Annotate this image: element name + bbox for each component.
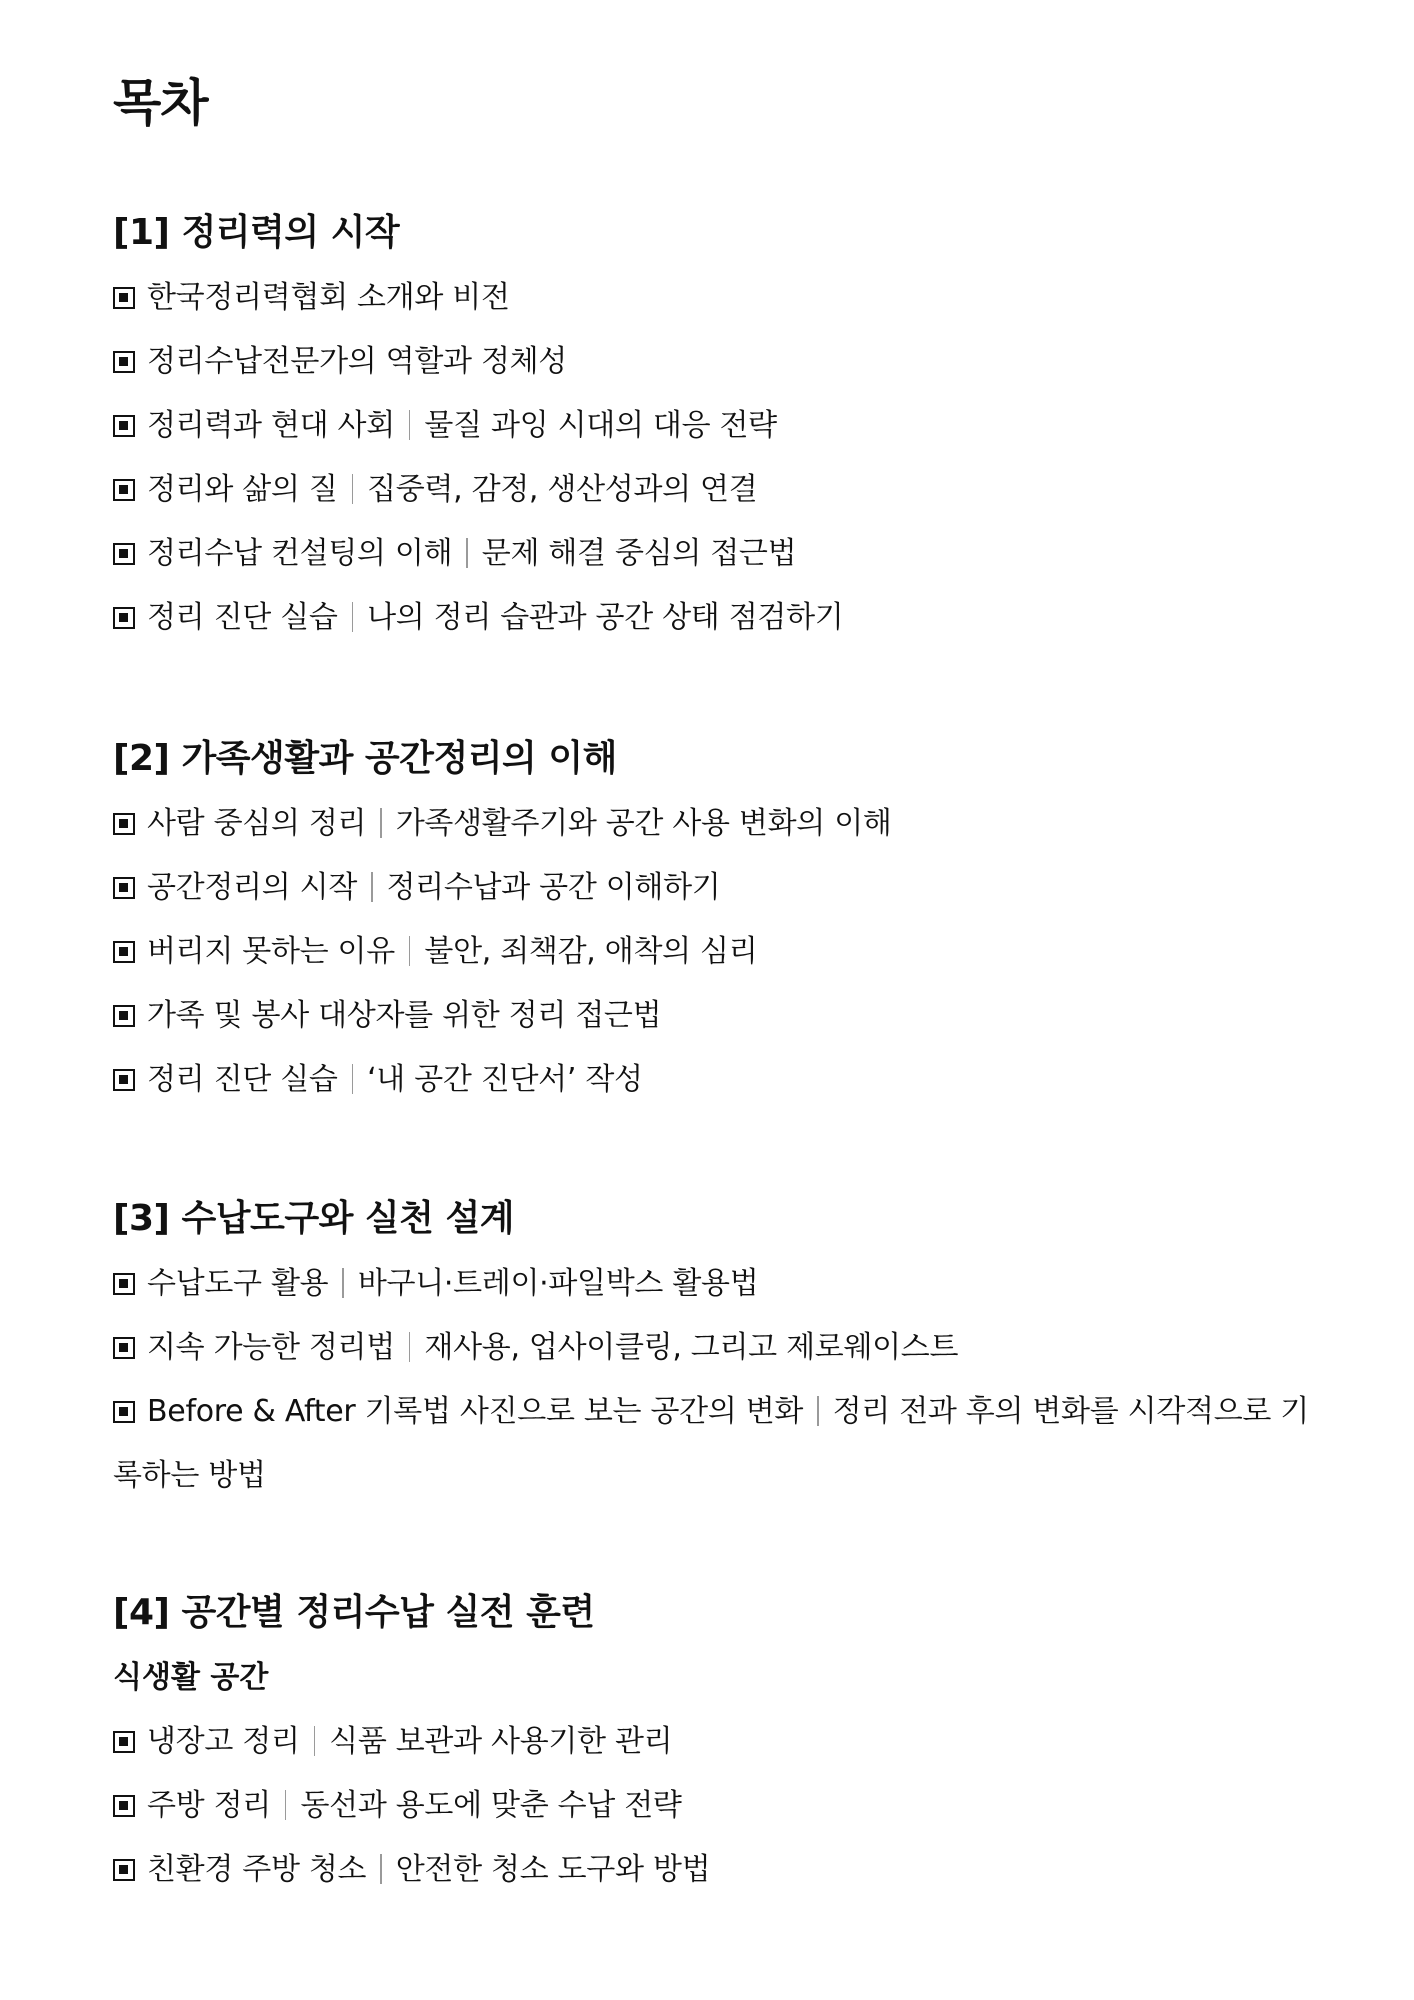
list-item [113, 458, 1313, 522]
item-detail: ‘내 공간 진단서’ 작성 [367, 1062, 643, 1097]
separator [409, 936, 411, 966]
item-title: 정리력과 현대 사회 [147, 408, 395, 443]
section-heading: [2] 가족생활과 공간정리의 이해 [113, 738, 617, 779]
item-title: 정리 진단 실습 [147, 600, 338, 635]
separator [466, 538, 468, 568]
separator [817, 1396, 819, 1426]
checkbox-square-icon [113, 941, 135, 963]
list-item [113, 792, 1313, 856]
checkbox-square-icon [113, 877, 135, 899]
section-heading: [4] 공간별 정리수납 실전 훈련 [113, 1592, 595, 1633]
item-detail: 식품 보관과 사용기한 관리 [329, 1724, 673, 1759]
item-detail: 불안, 죄책감, 애착의 심리 [424, 934, 758, 969]
section-3 [113, 1186, 1313, 1508]
item-title: 지속 가능한 정리법 [147, 1330, 395, 1365]
checkbox-square-icon [113, 1795, 135, 1817]
item-detail: 문제 해결 중심의 접근법 [481, 536, 797, 571]
list-item [113, 330, 1313, 394]
list-item [113, 1048, 1313, 1112]
list-item [113, 1252, 1313, 1316]
checkbox-square-icon [113, 543, 135, 565]
item-title: 정리수납전문가의 역할과 정체성 [147, 344, 567, 379]
item-detail: 집중력, 감정, 생산성과의 연결 [367, 472, 758, 507]
separator [371, 872, 373, 902]
item-title: 수납도구 활용 [147, 1266, 329, 1301]
checkbox-square-icon [113, 479, 135, 501]
item-title: 사람 중심의 정리 [147, 806, 367, 841]
item-detail: 가족생활주기와 공간 사용 변화의 이해 [395, 806, 892, 841]
item-title: 한국정리력협회 소개와 비전 [147, 280, 510, 315]
item-title: 정리수납 컨설팅의 이해 [147, 536, 453, 571]
list-item [113, 266, 1313, 330]
separator [352, 1064, 354, 1094]
separator [409, 1332, 411, 1362]
section-1 [113, 200, 1313, 650]
separator [380, 1854, 382, 1884]
list-item [113, 1838, 1313, 1902]
page-title: 목차 [113, 74, 208, 132]
separator [409, 410, 411, 440]
item-title: 정리와 삶의 질 [147, 472, 338, 507]
section-4 [113, 1580, 1313, 1902]
list-item [113, 1380, 1313, 1508]
item-title: 공간정리의 시작 [147, 870, 357, 905]
item-title: 친환경 주방 청소 [147, 1852, 367, 1887]
item-detail: 물질 과잉 시대의 대응 전략 [424, 408, 777, 443]
item-detail: 재사용, 업사이클링, 그리고 제로웨이스트 [424, 1330, 959, 1365]
checkbox-square-icon [113, 1005, 135, 1027]
item-title: 정리 진단 실습 [147, 1062, 338, 1097]
checkbox-square-icon [113, 607, 135, 629]
list-item [113, 394, 1313, 458]
list-item [113, 984, 1313, 1048]
separator [380, 808, 382, 838]
item-detail: 정리 전과 후의 변화를 시각적으로 기록하는 방법 [113, 1394, 1309, 1493]
checkbox-square-icon [113, 1731, 135, 1753]
checkbox-square-icon [113, 1273, 135, 1295]
item-title: 가족 및 봉사 대상자를 위한 정리 접근법 [147, 998, 662, 1033]
item-detail: 동선과 용도에 맞춘 수납 전략 [300, 1788, 682, 1823]
checkbox-square-icon [113, 1337, 135, 1359]
list-item [113, 586, 1313, 650]
sub-heading: 식생활 공간 [113, 1660, 269, 1695]
checkbox-square-icon [113, 1859, 135, 1881]
separator [285, 1790, 287, 1820]
list-item [113, 1774, 1313, 1838]
list-item [113, 920, 1313, 984]
checkbox-square-icon [113, 415, 135, 437]
separator [342, 1268, 344, 1298]
list-item [113, 856, 1313, 920]
item-title: Before & After 기록법 사진으로 보는 공간의 변화 [147, 1394, 804, 1429]
list-item [113, 1316, 1313, 1380]
section-heading: [1] 정리력의 시작 [113, 212, 400, 253]
item-title: 냉장고 정리 [147, 1724, 300, 1759]
item-detail: 안전한 청소 도구와 방법 [395, 1852, 711, 1887]
checkbox-square-icon [113, 1069, 135, 1091]
item-detail: 정리수납과 공간 이해하기 [386, 870, 721, 905]
list-item [113, 1710, 1313, 1774]
separator [352, 474, 354, 504]
checkbox-square-icon [113, 287, 135, 309]
list-item [113, 522, 1313, 586]
item-detail: 바구니·트레이·파일박스 활용법 [357, 1266, 759, 1301]
item-title: 버리지 못하는 이유 [147, 934, 395, 969]
section-2 [113, 726, 1313, 1112]
section-heading: [3] 수납도구와 실천 설계 [113, 1198, 515, 1239]
separator [352, 602, 354, 632]
checkbox-square-icon [113, 351, 135, 373]
item-detail: 나의 정리 습관과 공간 상태 점검하기 [367, 600, 844, 635]
separator [314, 1726, 316, 1756]
item-title: 주방 정리 [147, 1788, 271, 1823]
checkbox-square-icon [113, 813, 135, 835]
checkbox-square-icon [113, 1401, 135, 1423]
